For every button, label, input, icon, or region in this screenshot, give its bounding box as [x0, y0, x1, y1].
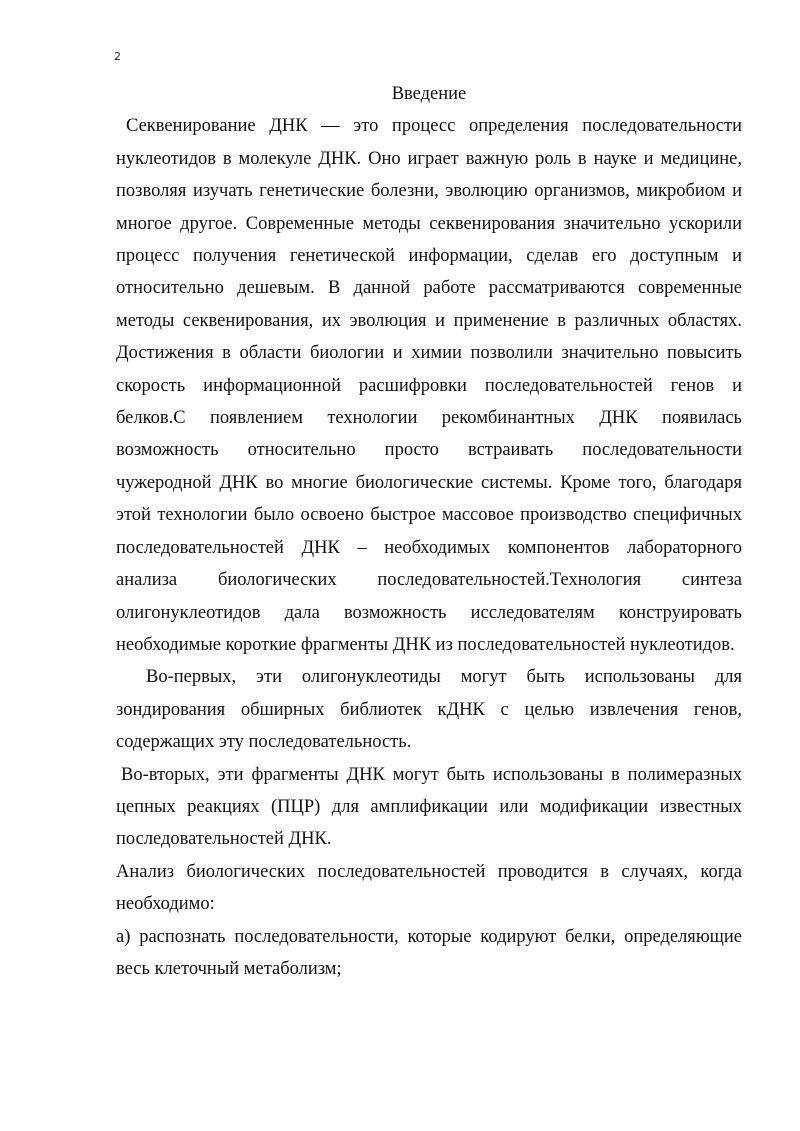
- paragraph-first: Во-первых, эти олигонуклеотиды могут быть использованы для зондирования обширных библиотек кДНК с целью извлечения генов, содержащих эту последовательность.: [116, 667, 742, 753]
- document-body: [116, 78, 742, 985]
- paragraph-list-item-a: а) распознать последовательности, которые кодируют белки, определяющие весь клеточный метаболизм;: [116, 926, 742, 979]
- paragraph-intro: Секвенирование ДНК — это процесс определения последовательности нуклеотидов в молекуле ДНК. Оно играет важную роль в науке и медицине, позволяя изучать генетические болезни, эволюцию организмов, микробиом и многое другое. Современные методы секвенирования значительно ускорили процесс получения генетической информации, сделав его доступным и относительно дешевым. В данной работе рассматриваются современные методы секвенирования, их эволюция и применение в различных областях. Достижения в области биологии и химии позволили значительно повысить скорость информационной расшифровки последовательностей генов и белков.С появлением технологии рекомбинантных ДНК появилась возможность относительно просто встраивать последовательности чужеродной ДНК во многие биологические системы. Кроме того, благодаря этой технологии было освоено быстрое массовое производство специфичных последовательностей ДНК – необходимых компонентов лабораторного анализа биологических последовательностей.Технология синтеза олигонуклеотидов дала возможность исследователям конструировать необходимые короткие фрагменты ДНК из последовательностей нуклеотидов.: [116, 116, 742, 655]
- section-heading: Введение: [391, 84, 467, 104]
- paragraph-analysis: Анализ биологических последовательностей проводится в случаях, когда необходимо:: [116, 861, 742, 915]
- page-number: 2: [114, 50, 121, 63]
- paragraph-second: Во-вторых, эти фрагменты ДНК могут быть использованы в полимеразных цепных реакциях (ПЦР) для амплификации или модификации известных последовательностей ДНК.: [116, 764, 742, 850]
